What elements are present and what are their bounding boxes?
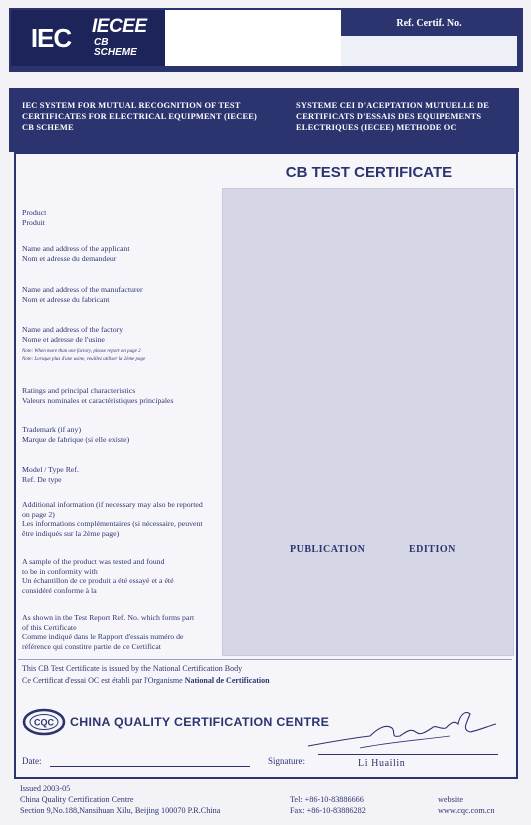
field-label-en: Model / Type Ref. bbox=[22, 465, 79, 474]
field-label-fr: Nom et adresse du demandeur bbox=[22, 253, 117, 263]
field-label-en: on page 2) bbox=[22, 509, 55, 519]
footer-org: China Quality Certification Centre bbox=[20, 795, 134, 804]
field-label-fr: Produit bbox=[22, 217, 45, 227]
field-label-fr: Valeurs nominales et caractéristiques principales bbox=[22, 395, 174, 405]
field-label-en: A sample of the product was tested and found bbox=[22, 557, 165, 566]
field-label-en: As shown in the Test Report Ref. No. which forms part bbox=[22, 613, 195, 622]
field-applicant bbox=[22, 244, 130, 263]
issuing-statement-fr bbox=[22, 675, 270, 687]
certification-body-name: CHINA QUALITY CERTIFICATION CENTRE bbox=[70, 715, 330, 729]
footer-contact bbox=[290, 794, 366, 816]
footer-website-url: www.cqc.com.cn bbox=[438, 806, 495, 815]
field-label-fr: Ref. De type bbox=[22, 474, 62, 484]
field-label-fr: Les informations complémentaires (si nécessaire, peuvent bbox=[22, 519, 203, 529]
field-trademark bbox=[22, 425, 129, 444]
field-ratings bbox=[22, 386, 174, 405]
certificate-title: CB TEST CERTIFICATE bbox=[285, 164, 453, 181]
factory-note-en: Note: When more than one factory, please report on page 2 bbox=[22, 349, 141, 354]
system-title-en bbox=[22, 100, 257, 133]
signature-label: Signature: bbox=[268, 756, 305, 766]
field-model bbox=[22, 465, 79, 484]
issuing-statement-fr-text: Ce Certificat d'essai OC est établi par l'Organisme bbox=[22, 676, 185, 685]
signature-line bbox=[318, 754, 498, 755]
system-fr-line: SYSTEME CEI D'ACEPTATION MUTUELLE DE bbox=[296, 101, 490, 110]
certificate-content-area bbox=[222, 188, 514, 656]
field-additional-info bbox=[22, 500, 203, 538]
ref-certificate-label: Ref. Certif. No. bbox=[341, 10, 517, 36]
field-test-report bbox=[22, 613, 194, 651]
field-label-en: Trademark (if any) bbox=[22, 425, 82, 434]
footer-fax: Fax: +86-10-83886282 bbox=[290, 806, 366, 815]
cqc-logo bbox=[22, 708, 66, 736]
system-fr-line: ELECTRIQUES (IECEE) METHODE OC bbox=[296, 123, 457, 132]
signatory-name: Li Huailin bbox=[358, 758, 406, 769]
system-fr-line: CERTIFICATS D'ESSAIS DES EQUIPEMENTS bbox=[296, 112, 482, 121]
field-label-fr: Un échantillon de ce produit a été essayé et a été bbox=[22, 576, 174, 586]
iec-logo: IEC bbox=[30, 22, 72, 53]
system-en-line: CERTIFICATES FOR ELECTRICAL EQUIPMENT (IECEE) bbox=[22, 112, 258, 121]
handwritten-signature bbox=[300, 706, 500, 756]
factory-note-fr: Note: Lorsque plus d'une usine, veuillez utiliser la 2ème page bbox=[22, 357, 146, 362]
field-label-en: Name and address of the applicant bbox=[22, 244, 130, 253]
cb-logo-line: CB bbox=[94, 37, 109, 48]
issuing-statement-en: This CB Test Certificate is issued by the National Certification Body bbox=[22, 664, 243, 673]
footer-issued: Issued 2003-05 bbox=[20, 784, 71, 793]
header-blank-area bbox=[165, 10, 341, 66]
publication-label: PUBLICATION bbox=[290, 544, 366, 555]
field-label-en: of this Certificate bbox=[22, 622, 77, 632]
field-label-en: Ratings and principal characteristics bbox=[22, 386, 136, 395]
field-label-en: Name and address of the factory bbox=[22, 325, 124, 334]
issuing-statement-fr-bold: National de Certification bbox=[184, 676, 270, 685]
iecee-cb-scheme-logo bbox=[90, 14, 160, 62]
footer-website bbox=[438, 794, 495, 816]
system-en-line: CB SCHEME bbox=[22, 123, 74, 132]
field-sample-conformity bbox=[22, 557, 174, 595]
cb-scheme-logo-text bbox=[94, 38, 137, 58]
field-label-fr: Comme indiqué dans le Rapport d'essais numéro de bbox=[22, 632, 184, 642]
field-factory bbox=[22, 325, 123, 344]
field-label-fr: Nom et adresse du fabricant bbox=[22, 294, 110, 304]
field-label-fr: Marque de fabrique (si elle existe) bbox=[22, 434, 130, 444]
cqc-logo-text: CQC bbox=[34, 717, 54, 728]
system-en-line: IEC SYSTEM FOR MUTUAL RECOGNITION OF TEST bbox=[22, 101, 241, 110]
field-label-en: to be in conformity with bbox=[22, 566, 98, 576]
scheme-logo-line: SCHEME bbox=[94, 47, 137, 58]
footer-street: Section 9,No.188,Nansihuan Xilu, Beijing 100070 P.R.China bbox=[20, 806, 221, 815]
footer-website-label: website bbox=[438, 795, 464, 804]
field-label-fr: référence qui constitre partie de ce Certificat bbox=[22, 641, 161, 651]
field-label-fr: considéré conforme à la bbox=[22, 585, 97, 595]
divider bbox=[18, 659, 512, 660]
iecee-logo-text: IECEE bbox=[92, 16, 147, 37]
field-label-en: Name and address of the manufacturer bbox=[22, 285, 143, 294]
footer-address bbox=[20, 783, 220, 816]
footer-tel: Tel: +86-10-83886666 bbox=[290, 795, 364, 804]
date-line bbox=[50, 766, 250, 767]
system-title-fr bbox=[296, 100, 489, 133]
field-label-fr: être indiqués sur la 2ème page) bbox=[22, 528, 120, 538]
field-label-en: Additional information (if necessary may also be reported bbox=[22, 500, 203, 509]
field-manufacturer bbox=[22, 285, 143, 304]
factory-note bbox=[22, 348, 145, 364]
field-product bbox=[22, 208, 46, 227]
issuing-body-statement bbox=[22, 663, 270, 687]
date-label: Date: bbox=[22, 756, 42, 766]
field-label-en: Product bbox=[22, 208, 47, 217]
field-label-fr: Nome et adresse de l'usine bbox=[22, 334, 105, 344]
edition-label: EDITION bbox=[409, 544, 456, 555]
